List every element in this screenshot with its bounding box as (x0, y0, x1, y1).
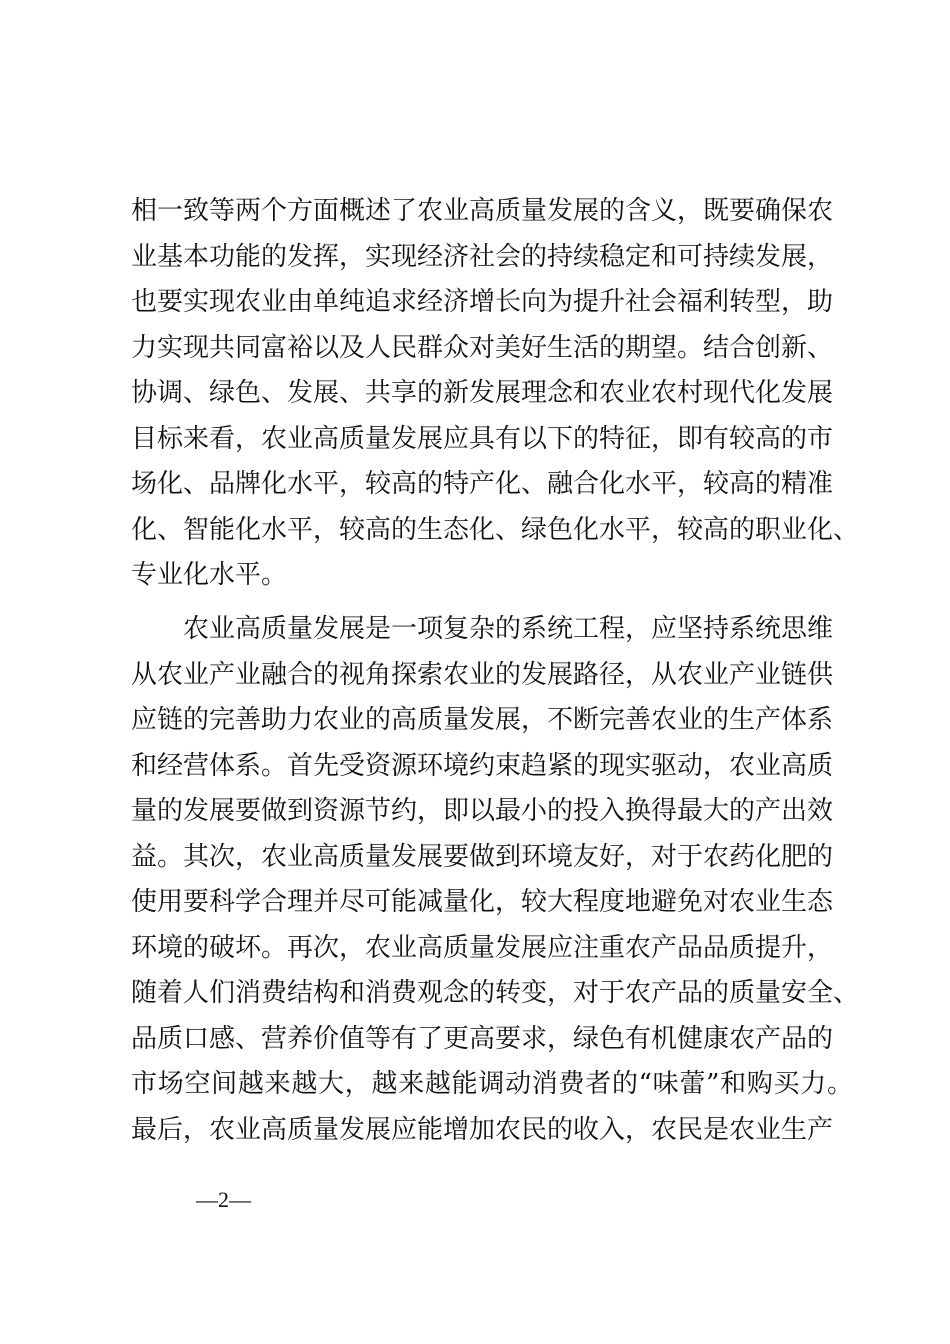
text-line: 和经营体系。首先受资源环境约束趋紧的现实驱动，农业高质 (131, 750, 834, 781)
text-line: 随着人们消费结构和消费观念的转变，对于农产品的质量安全、 (131, 978, 860, 1008)
text-line: 应链的完善助力农业的高质量发展，不断完善农业的生产体系 (131, 705, 834, 735)
text-line: 从农业产业融合的视角探索农业的发展路径，从农业产业链供 (131, 659, 834, 690)
paragraph-2 (131, 607, 860, 1153)
text-line: 化、智能化水平，较高的生态化、绿色化水平，较高的职业化、 (131, 514, 860, 545)
text-line: 市场空间越来越大，越来越能调动消费者的“味蕾”和购买力。 (131, 1069, 853, 1099)
text-line: 品质口感、营养价值等有了更高要求，绿色有机健康农产品的 (131, 1023, 834, 1054)
text-line: 专业化水平。 (131, 560, 288, 590)
text-line: 场化、品牌化水平，较高的特产化、融合化水平，较高的精准 (131, 469, 834, 499)
text-line: 业基本功能的发挥，实现经济社会的持续稳定和可持续发展， (131, 241, 834, 272)
text-line: 使用要科学合理并尽可能减量化，较大程度地避免对农业生态 (131, 887, 834, 917)
text-line: 力实现共同富裕以及人民群众对美好生活的期望。结合创新、 (131, 332, 834, 363)
text-line: 协调、绿色、发展、共享的新发展理念和农业农村现代化发展 (131, 378, 834, 408)
text-line: 目标来看，农业高质量发展应具有以下的特征，即有较高的市 (131, 423, 834, 454)
page-number: —2— (196, 1187, 251, 1212)
text-line: 益。其次，农业高质量发展要做到环境友好，对于农药化肥的 (131, 841, 834, 872)
text-line: 量的发展要做到资源节约，即以最小的投入换得最大的产出效 (131, 796, 834, 826)
text-line: 最后，农业高质量发展应能增加农民的收入，农民是农业生产 (131, 1114, 834, 1145)
text-line: 也要实现农业由单纯追求经济增长向为提升社会福利转型，助 (131, 287, 834, 317)
text-line: 环境的破坏。再次，农业高质量发展应注重农产品品质提升， (131, 932, 834, 963)
text-line: 相一致等两个方面概述了农业高质量发展的含义，既要确保农 (131, 196, 834, 226)
text-line: 农业高质量发展是一项复杂的系统工程，应坚持系统思维 (183, 614, 834, 644)
paragraph-1 (131, 189, 860, 599)
